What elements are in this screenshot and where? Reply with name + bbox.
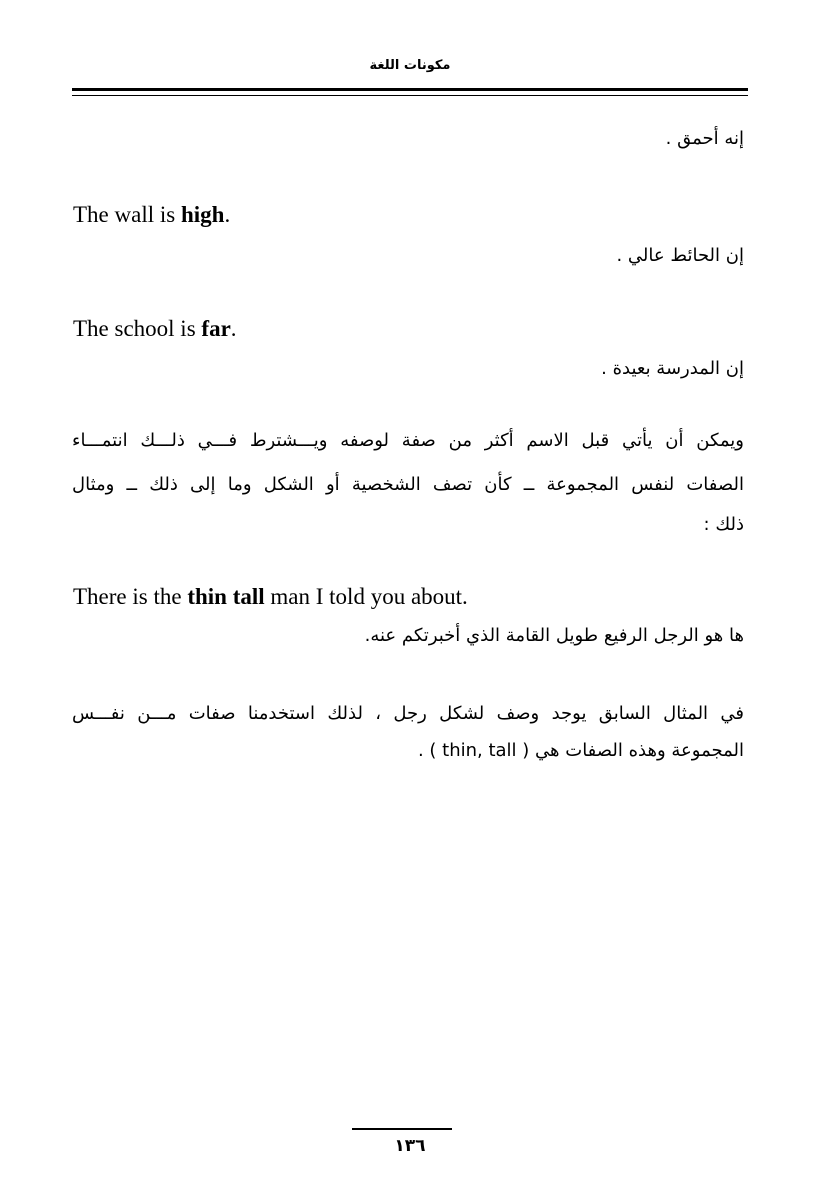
arabic-sentence-1: إنه أحمق . xyxy=(665,128,744,149)
arabic-translation-3: ها هو الرجل الرفيع طويل القامة الذي أخبرتكم عنه. xyxy=(364,625,744,646)
paragraph-2-line-2: المجموعة وهذه الصفات هي ( thin, tall ) . xyxy=(417,740,744,761)
english-example-1: The wall is high. xyxy=(73,202,231,227)
header-rule-thin xyxy=(72,95,748,96)
running-header: مكونات اللغة xyxy=(369,58,451,73)
bold-adjectives-thin-tall: thin tall xyxy=(187,584,265,609)
arabic-translation-1: إن الحائط عالي . xyxy=(616,245,744,266)
paragraph-2-line-1: في المثال السابق يوجد وصف لشكل رجل ، لذلك استخدمنا صفات مـــن نفـــس xyxy=(72,703,744,724)
header-rule-thick xyxy=(72,88,748,91)
page-number: ١٣٦ xyxy=(394,1136,426,1156)
footer-rule xyxy=(352,1128,452,1130)
bold-adjective-high: high xyxy=(180,202,225,227)
paragraph-1-line-2: الصفات لنفس المجموعة ــ كأن تصف الشخصية أو الشكل وما إلى ذلك ــ ومثال xyxy=(72,474,744,495)
paragraph-1-line-1: ويمكن أن يأتي قبل الاسم أكثر من صفة لوصفه ويـــشترط فـــي ذلـــك انتمـــاء xyxy=(72,430,744,451)
arabic-translation-2: إن المدرسة بعيدة . xyxy=(601,358,744,379)
english-example-2: The school is far. xyxy=(73,316,237,341)
bold-adjective-far: far xyxy=(201,316,231,341)
paragraph-1-line-3: ذلك : xyxy=(703,514,744,535)
english-example-3: There is the thin tall man I told you about. xyxy=(73,584,468,609)
